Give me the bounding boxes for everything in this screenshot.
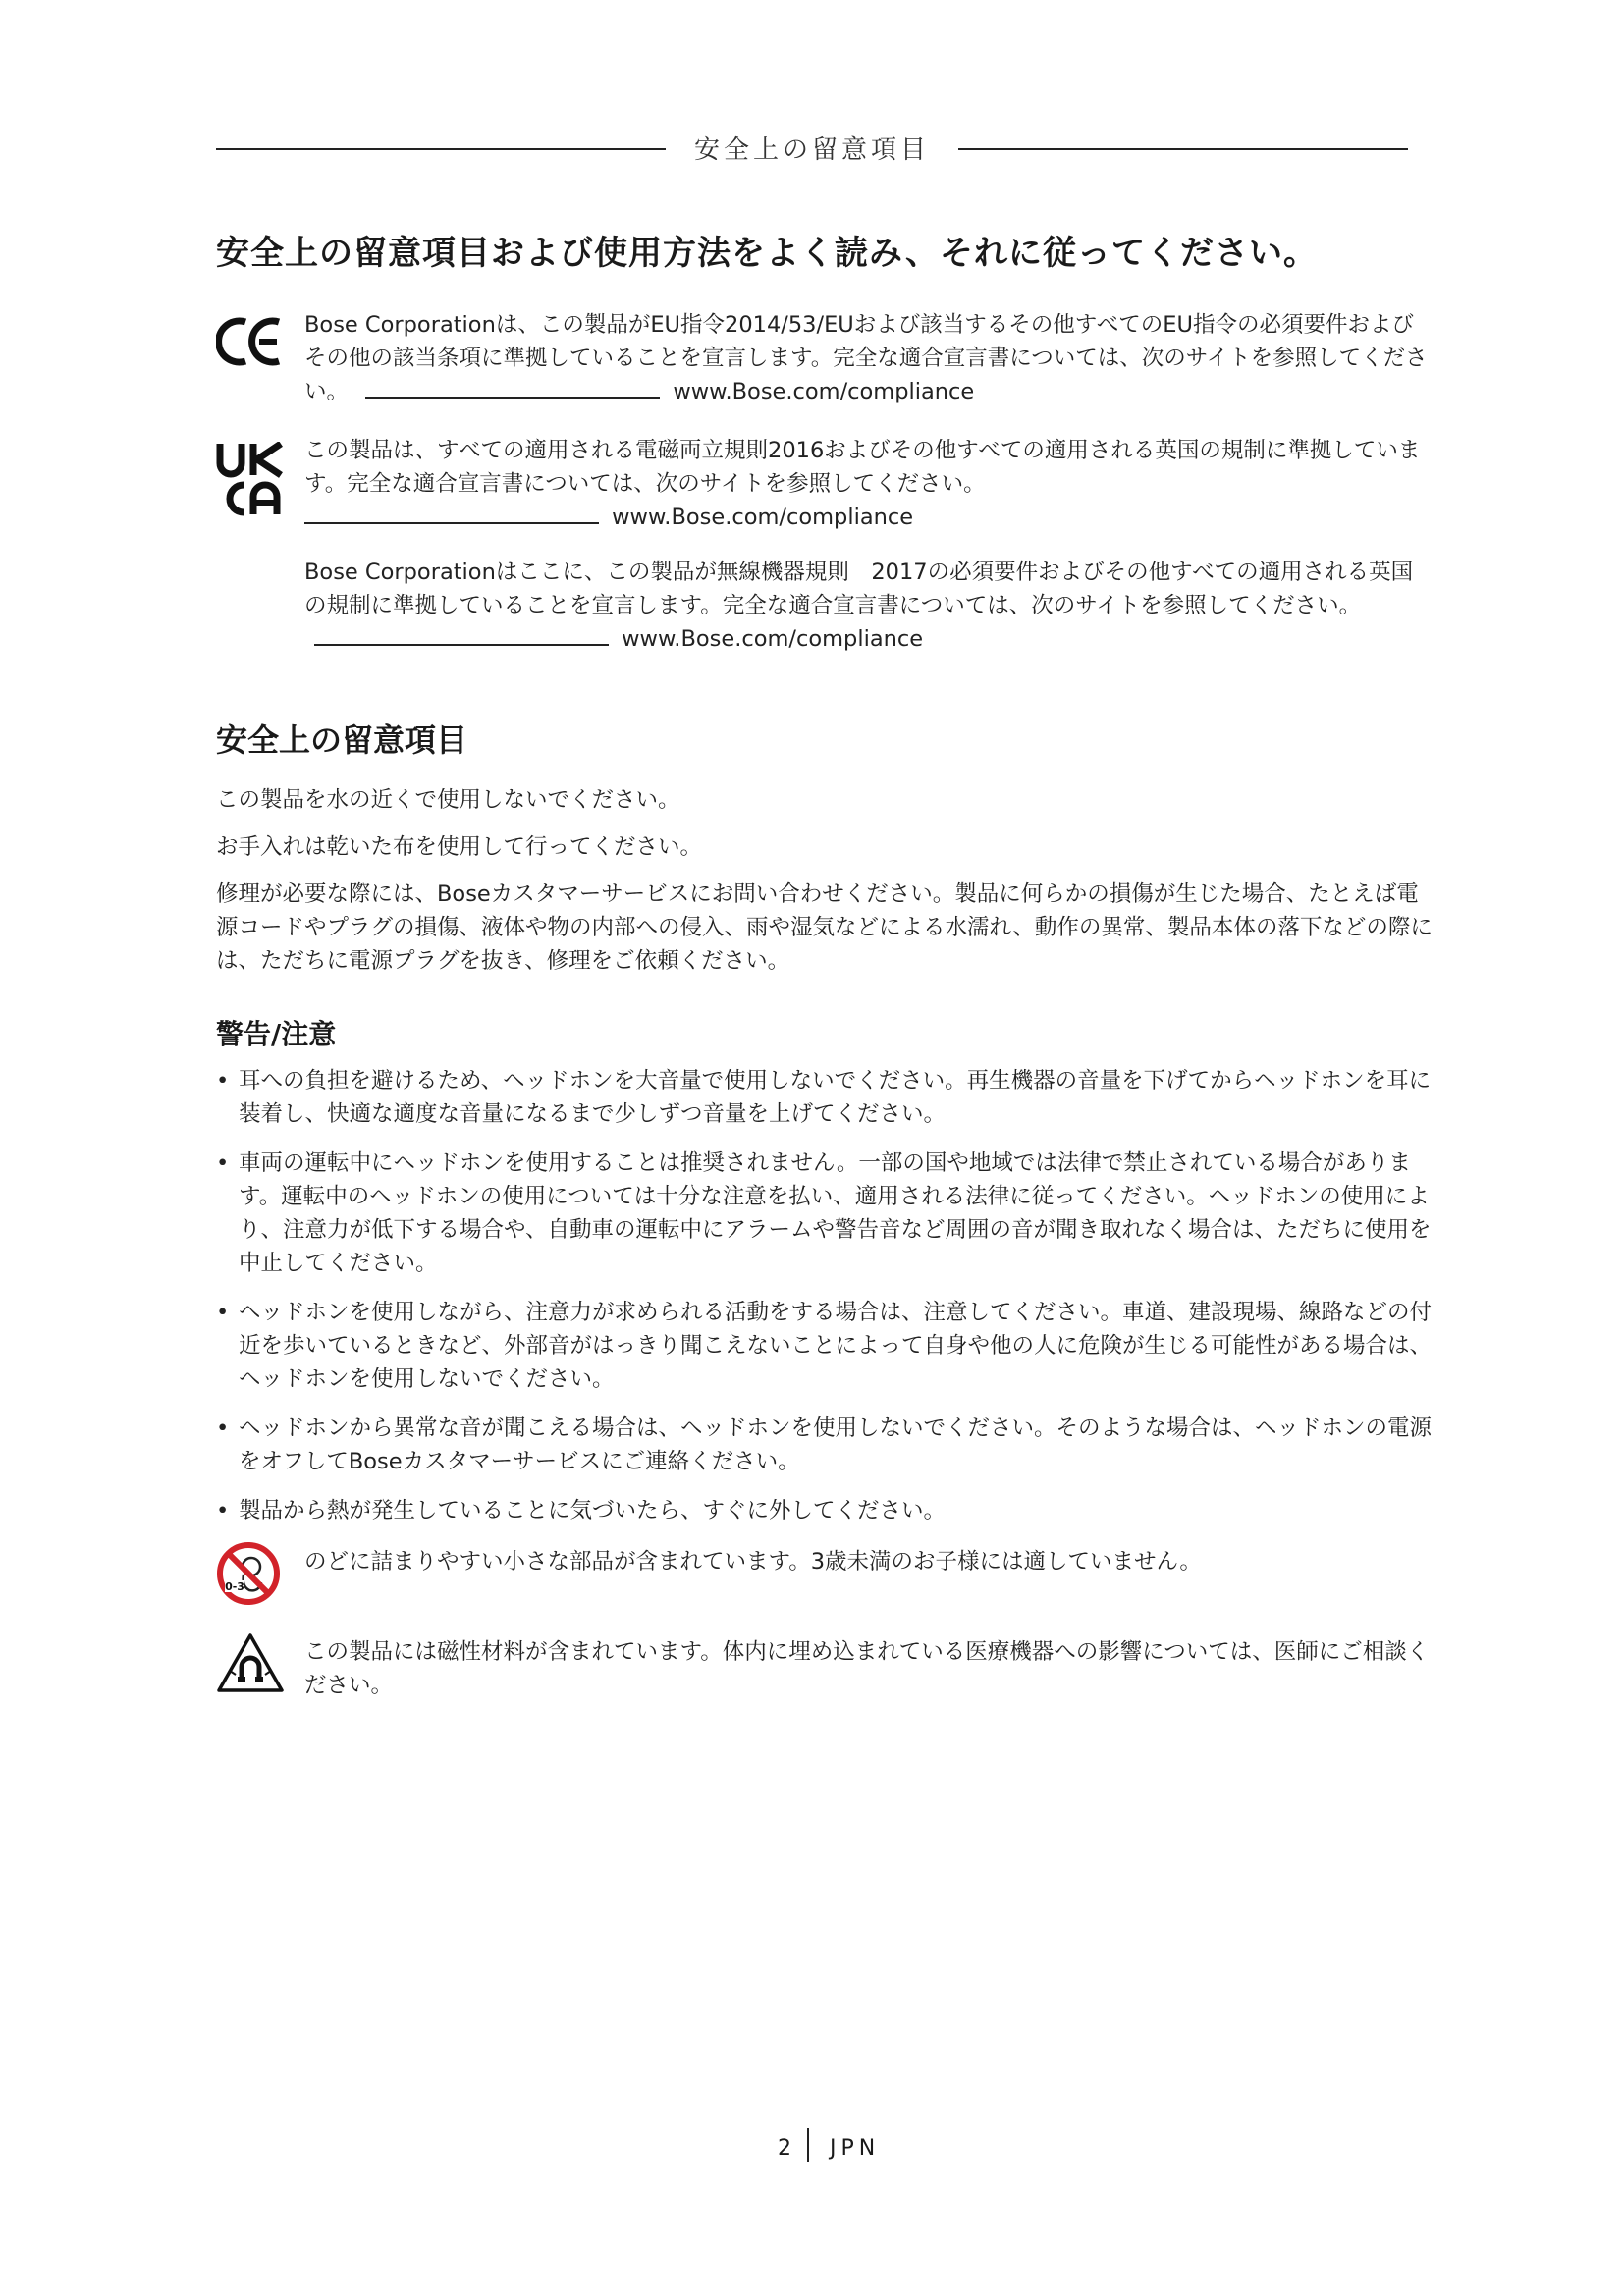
warning-item [216,1064,1434,1131]
safety-paragraph: この製品を水の近くで使用しないでください。 [216,786,680,813]
ce-compliance-url[interactable]: www.Bose.com/compliance [673,379,975,405]
safety-paragraph: お手入れは乾いた布を使用して行ってください。 [216,833,703,860]
warning-item [216,1412,1434,1478]
warning-item [216,1296,1434,1396]
ce-underline [365,375,660,399]
magnet-warning-notice [216,1635,1434,1702]
bullet-icon: • [216,1415,230,1442]
warning-text: 車両の運転中にヘッドホンを使用することは推奨されません。一部の国や地域では法律で禁止されている場合があります。運転中のヘッドホンの使用については十分な注意を払い、適用される法律に従ってください。ヘッドホンの使用により、注意力が低下する場合や、自動車の運転中にアラームや警告音など周囲の音が聞き取れなく場合は、ただちに使用を中止してください。 [239,1150,1432,1277]
warning-item [216,1494,1434,1527]
warning-item [216,1147,1434,1280]
header-label: 安全上の留意項目 [693,135,930,165]
page-footer [0,2128,1624,2167]
warning-text: 耳への負担を避けるため、ヘッドホンを大音量で使用しないでください。再生機器の音量を下げてからヘッドホンを耳に装着し、快適な適度な音量になるまで少しずつ音量を上げてください。 [239,1068,1432,1128]
ce-compliance-block [216,308,1434,408]
bullet-icon: • [216,1300,230,1326]
ukca-mark-icon [216,442,287,520]
bullet-icon: • [216,1150,230,1177]
ce-mark-icon [216,316,285,371]
magnet-warning-text: この製品には磁性材料が含まれています。体内に埋め込まれている医療機器への影響については、医師にご相談ください。 [304,1639,1430,1699]
safety-paragraph: 修理が必要な際には、Boseカスタマーサービスにお問い合わせください。製品に何らかの損傷が生じた場合、たとえば電源コードやプラグの損傷、液体や物の内部への侵入、雨や湿気などによる水濡れ、動作の異常、製品本体の落下などの際には、ただちに電源プラグを抜き、修理をご依頼ください。 [216,881,1433,974]
choking-hazard-icon [216,1541,281,1616]
page-number: 2 [778,2136,791,2161]
ukca-compliance-url[interactable]: www.Bose.com/compliance [612,505,914,531]
ce-compliance-text: Bose Corporationは、この製品がEU指令2014/53/EUおよび該当するその他すべてのEU指令の必須要件およびその他の該当条項に準拠していることを宣言します。完全な適合宣言書については、次のサイトを参照してください。 [304,312,1428,405]
radio-compliance-url[interactable]: www.Bose.com/compliance [622,626,924,653]
warnings-list [216,1064,1434,1527]
safety-heading: 安全上の留意項目 [216,721,468,760]
running-header [216,128,1408,167]
warning-text: 製品から熱が発生していることに気づいたら、すぐに外してください。 [239,1498,947,1524]
magnet-warning-icon [216,1631,285,1704]
ukca-underline [304,501,599,524]
language-code: JPN [830,2136,881,2161]
footer-divider [807,2128,809,2162]
warning-text: ヘッドホンを使用しながら、注意力が求められる活動をする場合は、注意してください。車道、建設現場、線路などの付近を歩いているときなど、外部音がはっきり聞こえないことによって自身や他の人に危険が生じる可能性がある場合は、ヘッドホンを使用しないでください。 [239,1300,1433,1393]
choking-hazard-text: のどに詰まりやすい小さな部品が含まれています。3歳未満のお子様には適していません。 [304,1549,1202,1575]
choking-age-label: 0-3 [225,1580,244,1594]
ukca-compliance-block [216,434,1434,534]
choking-hazard-notice [216,1545,1434,1610]
bullet-icon: • [216,1068,230,1095]
radio-compliance-block [216,556,1434,656]
main-heading: 安全上の留意項目および使用方法をよく読み、それに従ってください。 [216,234,1319,273]
main-content [216,232,1434,1728]
radio-compliance-text: Bose Corporationはここに、この製品が無線機器規則 2017の必須要件およびその他すべての適用される英国の規制に準拠していることを宣言します。完全な適合宣言書については、次のサイトを参照してください。 [304,560,1414,619]
radio-underline [314,622,609,646]
bullet-icon: • [216,1498,230,1524]
header-rule-right [958,148,1408,150]
ukca-compliance-text: この製品は、すべての適用される電磁両立規則2016およびその他すべての適用される英国の規制に準拠しています。完全な適合宣言書については、次のサイトを参照してください。 [304,438,1421,498]
warnings-heading: 警告/注意 [216,1017,337,1050]
warning-text: ヘッドホンから異常な音が聞こえる場合は、ヘッドホンを使用しないでください。そのような場合は、ヘッドホンの電源をオフしてBoseカスタマーサービスにご連絡ください。 [239,1415,1433,1475]
